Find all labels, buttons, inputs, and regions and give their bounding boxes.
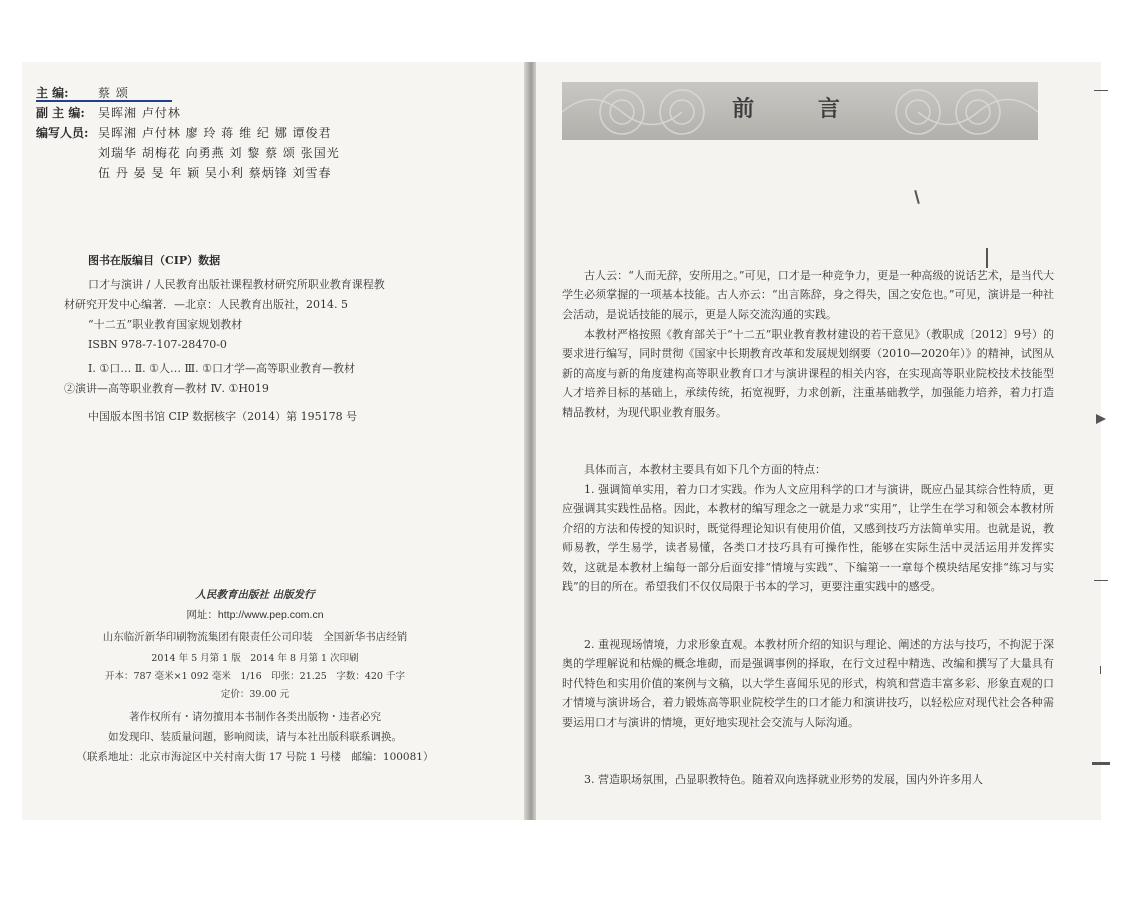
writers-label: 编写人员: xyxy=(36,126,89,140)
chief-editor-label: 主 编: xyxy=(36,86,69,100)
preface-paragraph-5: 2. 重视现场情境，力求形象直观。本教材所介绍的知识与理论、阐述的方法与技巧，不拘泥于深奥的学理解说和枯燥的概念堆砌，而是强调事例的择取，在行文过程中精选、改编和撰写了大量具有时代特色和实用价值的案例与文稿，以大学生喜闻乐见的形式，构筑和营造丰富多彩、形象直观的口才情境与演讲场合，着力锻炼高等职业院校学生的口才能力和演讲技巧，以轻松应对现代社会各种需要运用口才与演讲的情境，更好地实现社会交流与人际沟通。 xyxy=(562,638,1054,729)
preface-paragraph-2: 本教材严格按照《教育部关于“十二五”职业教育教材建设的若干意见》（教职成〔2012〕9号）的要求进行编写，同时贯彻《国家中长期教育改革和发展规划纲要（2010—2020年）》的精神，试图从新的高度与新的角度建构高等职业教育口才与演讲课程的相关内容，在实现高等职业院校技术技能型人才培养目标的基础上，承续传统，拓宽视野，力求创新，注重基础教学，加强能力培养，着力打造精品教材，为现代职业教育服务。 xyxy=(562,328,1054,419)
cip-heading: 图书在版编目（CIP）数据 xyxy=(88,254,221,267)
edition-line: 2014 年 5 月第 1 版 2014 年 8 月第 1 次印刷 xyxy=(151,653,359,664)
cip-line-7: 中国版本图书馆 CIP 数据核字（2014）第 195178 号 xyxy=(88,410,358,423)
pen-mark xyxy=(986,248,988,268)
chief-editor-names: 蔡 颂 xyxy=(98,86,129,100)
deputy-editor-row xyxy=(36,106,181,121)
deputy-editor-label: 副 主 编: xyxy=(36,106,85,120)
edge-mark xyxy=(1100,666,1101,674)
writers-names-3: 伍 丹 晏 旻 年 颖 吴小利 蔡炳锋 刘雪春 xyxy=(98,166,332,180)
edge-mark xyxy=(1092,762,1110,765)
cip-line-1: 口才与演讲 / 人民教育出版社课程教材研究所职业教育课程教 xyxy=(88,278,385,291)
writers-names-2: 刘瑞华 胡梅花 向勇燕 刘 黎 蔡 颂 张国光 xyxy=(98,146,340,160)
preface-paragraph-4: 1. 强调简单实用，着力口才实践。作为人文应用科学的口才与演讲，既应凸显其综合性特质，更应强调其实践性品格。因此，本教材的编写理念之一就是力求“实用”，让学生在学习和领会本教材所介绍的方法和传授的知识时，既觉得理论知识有使用价值，又感到技巧方法简单实用。也就是说，教师易教，学生易学，读者易懂，各类口才技巧具有可操作性，能够在实际生活中灵活运用并发挥实效，这就是本教材上编每一部分后面安排“情境与实践”、下编第一一章每个模块结尾安排“练习与实践”的目的所在。希望我们不仅仅局限于书本的学习，更要注重实践中的感受。 xyxy=(562,483,1054,594)
writers-row xyxy=(36,126,332,141)
triangle-icon xyxy=(1096,414,1106,424)
copyright-line: 著作权所有・请勿擅用本书制作各类出版物・违者必究 xyxy=(129,711,381,723)
cip-line-3: “十二五”职业教育国家规划教材 xyxy=(88,318,243,331)
edge-mark xyxy=(1094,90,1108,91)
cip-line-4: ISBN 978-7-107-28470-0 xyxy=(88,338,227,351)
format-line: 开本：787 毫米×1 092 毫米 1/16 印张：21.25 字数：420 千字 xyxy=(104,671,405,682)
publisher-url: 网址：http://www.pep.com.cn xyxy=(186,609,324,621)
cip-line-5: Ⅰ. ①口… Ⅱ. ①人… Ⅲ. ①口才学—高等职业教育—教材 xyxy=(88,362,355,375)
quality-line: 如发现印、装质量问题，影响阅读，请与本社出版科联系调换。 xyxy=(108,731,402,743)
printer-line: 山东临沂新华印刷物流集团有限责任公司印装 全国新华书店经销 xyxy=(102,631,408,643)
preface-paragraph-1: 古人云：“人而无辞，安所用之。”可见，口才是一种竞争力，更是一种高级的说话艺术，是当代大学生必须掌握的一项基本技能。古人亦云：“出言陈辞，身之得失，国之安危也。”可见，演讲是一种社会活动，是说话技能的展示，更是人际交流沟通的实践。 xyxy=(562,269,1054,321)
address-line: （联系地址：北京市海淀区中关村南大街 17 号院 1 号楼 邮编：100081） xyxy=(76,751,434,763)
title-banner xyxy=(562,82,1038,140)
price-line: 定价：39.00 元 xyxy=(220,689,290,700)
publisher-name: 人民教育出版社 出版发行 xyxy=(195,589,315,601)
cip-line-6: ②演讲—高等职业教育—教材 Ⅳ. ①H019 xyxy=(64,382,269,395)
writers-names-1: 吴晖湘 卢付林 廖 玲 蒋 维 纪 娜 谭俊君 xyxy=(98,126,332,140)
chief-editor-row xyxy=(36,86,129,101)
cip-line-2: 材研究开发中心编著．—北京：人民教育出版社，2014. 5 xyxy=(64,298,348,311)
edge-mark xyxy=(1094,580,1108,581)
deputy-editor-names: 吴晖湘 卢付林 xyxy=(98,106,181,120)
preface-paragraph-6: 3. 营造职场氛围，凸显职教特色。随着双向选择就业形势的发展，国内外许多用人 xyxy=(584,773,983,786)
annotation-underline xyxy=(36,100,172,102)
preface-paragraph-3: 具体而言，本教材主要具有如下几个方面的特点： xyxy=(584,463,826,476)
preface-title: 前 言 xyxy=(732,96,868,122)
